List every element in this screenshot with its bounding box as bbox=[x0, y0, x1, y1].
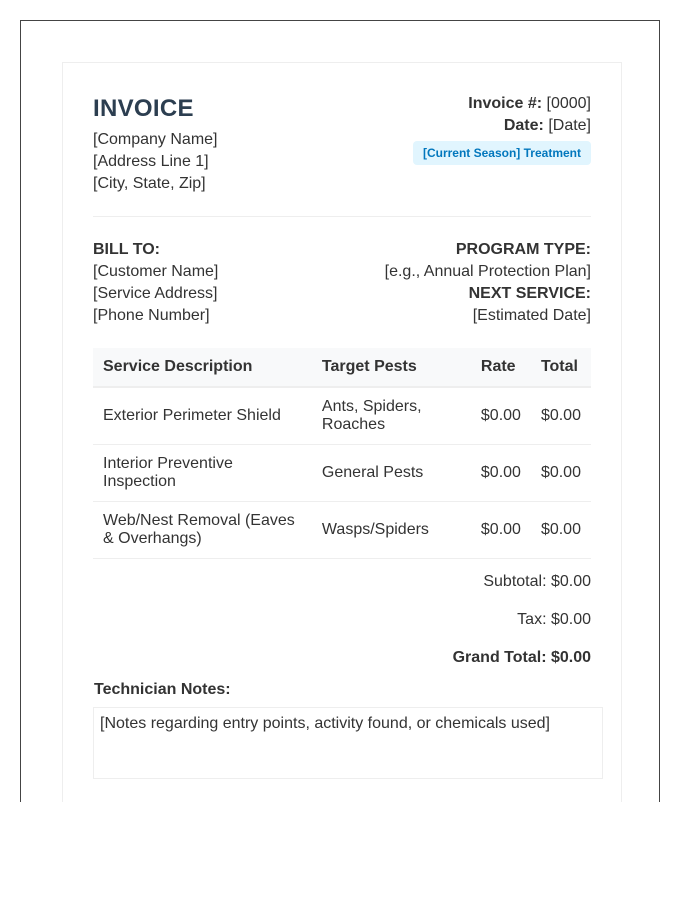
season-badge: [Current Season] Treatment bbox=[413, 141, 591, 165]
service-address: [Service Address] bbox=[93, 285, 218, 302]
cell-description: Web/Nest Removal (Eaves & Overhangs) bbox=[93, 502, 312, 559]
tax: Tax: $0.00 bbox=[517, 611, 591, 628]
table-row bbox=[93, 387, 591, 445]
company-city: [City, State, Zip] bbox=[93, 175, 206, 192]
company-name: [Company Name] bbox=[93, 131, 218, 148]
cell-rate: $0.00 bbox=[471, 387, 531, 445]
cell-pests: Wasps/Spiders bbox=[312, 502, 471, 559]
company-address: [Address Line 1] bbox=[93, 153, 209, 170]
cell-description: Exterior Perimeter Shield bbox=[93, 387, 312, 445]
table-row bbox=[93, 502, 591, 559]
invoice-body bbox=[93, 93, 591, 779]
cell-rate: $0.00 bbox=[471, 502, 531, 559]
col-header-pests: Target Pests bbox=[312, 348, 471, 387]
bill-to-heading: BILL TO: bbox=[93, 241, 160, 258]
customer-name: [Customer Name] bbox=[93, 263, 219, 280]
billing-section bbox=[93, 239, 591, 327]
invoice-date bbox=[413, 115, 591, 137]
invoice-number bbox=[413, 93, 591, 115]
invoice-title: INVOICE bbox=[93, 95, 194, 122]
invoice-meta bbox=[413, 93, 591, 165]
cell-total: $0.00 bbox=[531, 445, 591, 502]
subtotal: Subtotal: $0.00 bbox=[483, 573, 591, 590]
services-table bbox=[93, 348, 591, 559]
technician-notes-field[interactable]: [Notes regarding entry points, activity found, or chemicals used] bbox=[93, 707, 603, 779]
col-header-total: Total bbox=[531, 348, 591, 387]
program-type-value: [e.g., Annual Protection Plan] bbox=[384, 263, 591, 280]
program-block bbox=[385, 239, 591, 327]
invoice-date-value: [Date] bbox=[548, 117, 591, 134]
phone-number: [Phone Number] bbox=[93, 307, 210, 324]
bill-to-block bbox=[93, 239, 218, 327]
cell-pests: Ants, Spiders, Roaches bbox=[312, 387, 471, 445]
header-divider bbox=[93, 216, 591, 217]
program-type-heading: PROGRAM TYPE: bbox=[455, 241, 591, 258]
cell-total: $0.00 bbox=[531, 502, 591, 559]
next-service-heading: NEXT SERVICE: bbox=[468, 285, 591, 302]
table-row bbox=[93, 445, 591, 502]
invoice-card bbox=[62, 62, 622, 802]
cell-total: $0.00 bbox=[531, 387, 591, 445]
cell-rate: $0.00 bbox=[471, 445, 531, 502]
page-frame bbox=[20, 20, 660, 802]
invoice-number-label: Invoice #: bbox=[468, 95, 543, 112]
cell-pests: General Pests bbox=[312, 445, 471, 502]
invoice-header bbox=[93, 93, 591, 195]
col-header-description: Service Description bbox=[93, 348, 312, 387]
table-header-row bbox=[93, 348, 591, 387]
col-header-rate: Rate bbox=[471, 348, 531, 387]
invoice-date-label: Date: bbox=[503, 117, 544, 134]
invoice-number-value: [0000] bbox=[546, 95, 591, 112]
totals-section bbox=[93, 571, 591, 669]
cell-description: Interior Preventive Inspection bbox=[93, 445, 312, 502]
company-block bbox=[93, 93, 218, 195]
technician-notes-label: Technician Notes: bbox=[94, 681, 231, 698]
next-service-value: [Estimated Date] bbox=[472, 307, 591, 324]
grand-total: Grand Total: $0.00 bbox=[452, 649, 591, 666]
